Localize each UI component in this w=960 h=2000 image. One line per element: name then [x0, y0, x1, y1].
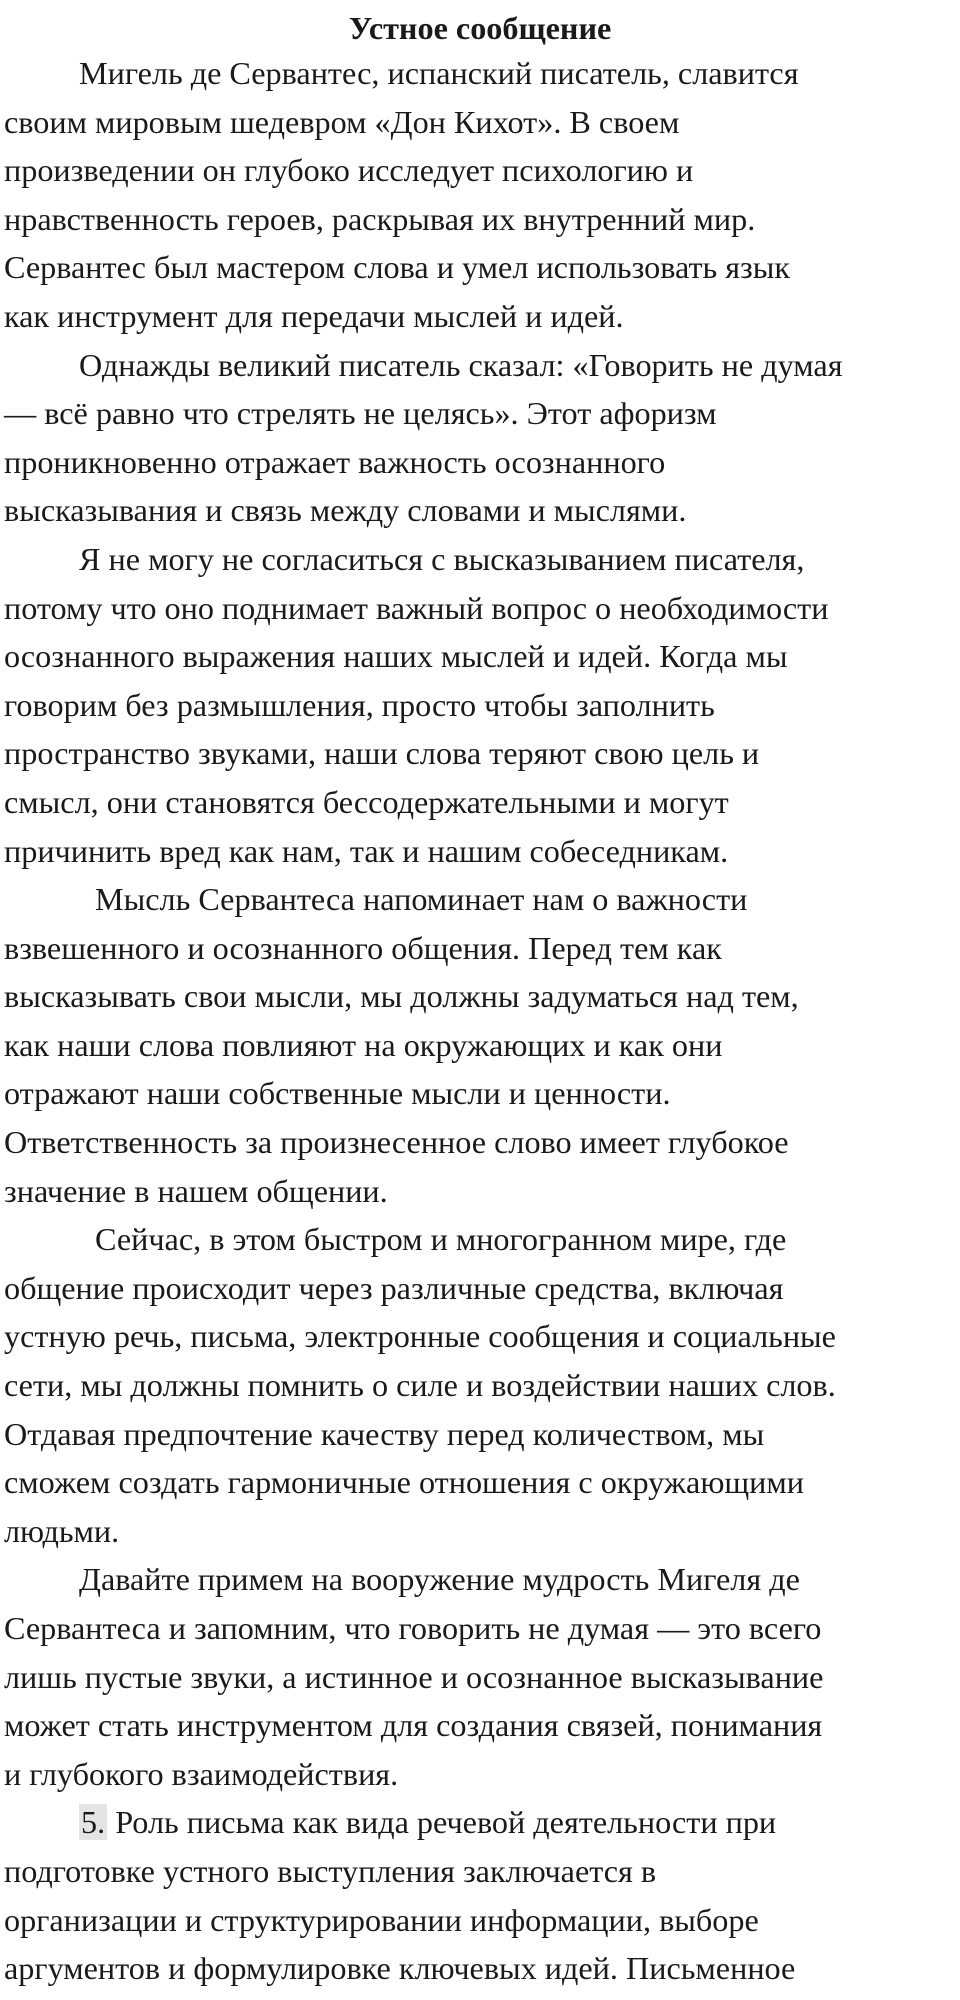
paragraph-line: сможем создать гармоничные отношения с окружающими	[4, 1464, 804, 1501]
paragraph-line: пространство звуками, наши слова теряют свою цель и	[4, 735, 760, 772]
paragraph-line: может стать инструментом для создания связей, понимания	[4, 1707, 823, 1744]
paragraph-line: Ответственность за произнесенное слово имеет глубокое	[4, 1124, 789, 1161]
paragraph	[4, 535, 956, 875]
item-number-highlight: 5.	[81, 1804, 106, 1841]
paragraph	[4, 875, 956, 1215]
paragraph-line: и глубокого взаимодействия.	[4, 1755, 399, 1792]
numbered-item-5	[4, 1798, 956, 1992]
paragraph-line: устную речь, письма, электронные сообщения и социальные	[4, 1318, 836, 1355]
document-body	[4, 49, 956, 1798]
numbered-item-line: организации и структурировании информации, выборе	[4, 1901, 759, 1938]
paragraph-line: потому что оно поднимает важный вопрос о необходимости	[4, 589, 829, 626]
paragraph-line: Сервантес был мастером слова и умел использовать язык	[4, 249, 791, 286]
paragraph-line: — всё равно что стрелять не целясь». Этот афоризм	[4, 395, 717, 432]
paragraph-line: причинить вред как нам, так и нашим собеседникам.	[4, 832, 729, 869]
paragraph-line: значение в нашем общении.	[4, 1172, 388, 1209]
paragraph	[4, 1215, 956, 1555]
paragraph-line: говорим без размышления, просто чтобы заполнить	[4, 686, 715, 723]
paragraph-line: смысл, они становятся бессодержательными и могут	[4, 783, 729, 820]
numbered-item-first-line	[4, 1798, 956, 1847]
paragraph-line: отражают наши собственные мысли и ценности.	[4, 1075, 671, 1112]
paragraph-line: нравственность героев, раскрывая их внутренний мир.	[4, 200, 756, 237]
paragraph	[4, 341, 956, 535]
paragraph-line: высказывать свои мысли, мы должны задуматься над тем,	[4, 978, 799, 1015]
paragraph-line: Отдавая предпочтение качеству перед количеством, мы	[4, 1415, 765, 1452]
paragraph-line: Сервантеса и запомним, что говорить не думая — это всего	[4, 1610, 822, 1646]
paragraph-line: высказывания и связь между словами и мыслями.	[4, 492, 687, 529]
paragraph-line: людьми.	[4, 1512, 120, 1549]
paragraph-first-line: Сейчас, в этом быстром и многогранном мире, где	[95, 1221, 787, 1258]
paragraph-line: сети, мы должны помнить о силе и воздействии наших слов.	[4, 1367, 836, 1404]
paragraph	[4, 1555, 956, 1798]
paragraph-line: как инструмент для передачи мыслей и идей.	[4, 297, 624, 334]
numbered-item-line: аргументов и формулировке ключевых идей. Письменное	[4, 1950, 796, 1987]
paragraph-line: осознанного выражения наших мыслей и идей. Когда мы	[4, 638, 788, 675]
paragraph-line: взвешенного и осознанного общения. Перед тем как	[4, 929, 722, 966]
document-page	[4, 0, 956, 1993]
paragraph-line: своим мировым шедевром «Дон Кихот». В своем	[4, 103, 680, 140]
paragraph-first-line: Давайте примем на вооружение мудрость Мигеля де	[79, 1561, 800, 1598]
paragraph-first-line: Мигель де Сервантес, испанский писатель, славится	[79, 55, 799, 91]
paragraph-line: произведении он глубоко исследует психологию и	[4, 152, 694, 189]
numbered-item-body	[4, 1847, 956, 1993]
numbered-item-line: подготовке устного выступления заключается в	[4, 1852, 657, 1889]
paragraph-first-line: Мысль Сервантеса напоминает нам о важности	[95, 881, 748, 918]
paragraph-first-line: Я не могу не согласиться с высказыванием писателя,	[79, 540, 805, 577]
document-title: Устное сообщение	[348, 10, 612, 46]
paragraph-line: как наши слова повлияют на окружающих и как они	[4, 1026, 723, 1063]
paragraph-first-line: Однажды великий писатель сказал: «Говорить не думая	[79, 346, 843, 383]
paragraph-line: общение происходит через различные средства, включая	[4, 1269, 784, 1306]
paragraph-line: проникновенно отражает важность осознанного	[4, 443, 666, 480]
numbered-item-first-line-text: Роль письма как вида речевой деятельности при	[107, 1804, 777, 1841]
paragraph	[4, 49, 956, 341]
paragraph-line: лишь пустые звуки, а истинное и осознанное высказывание	[4, 1658, 824, 1695]
